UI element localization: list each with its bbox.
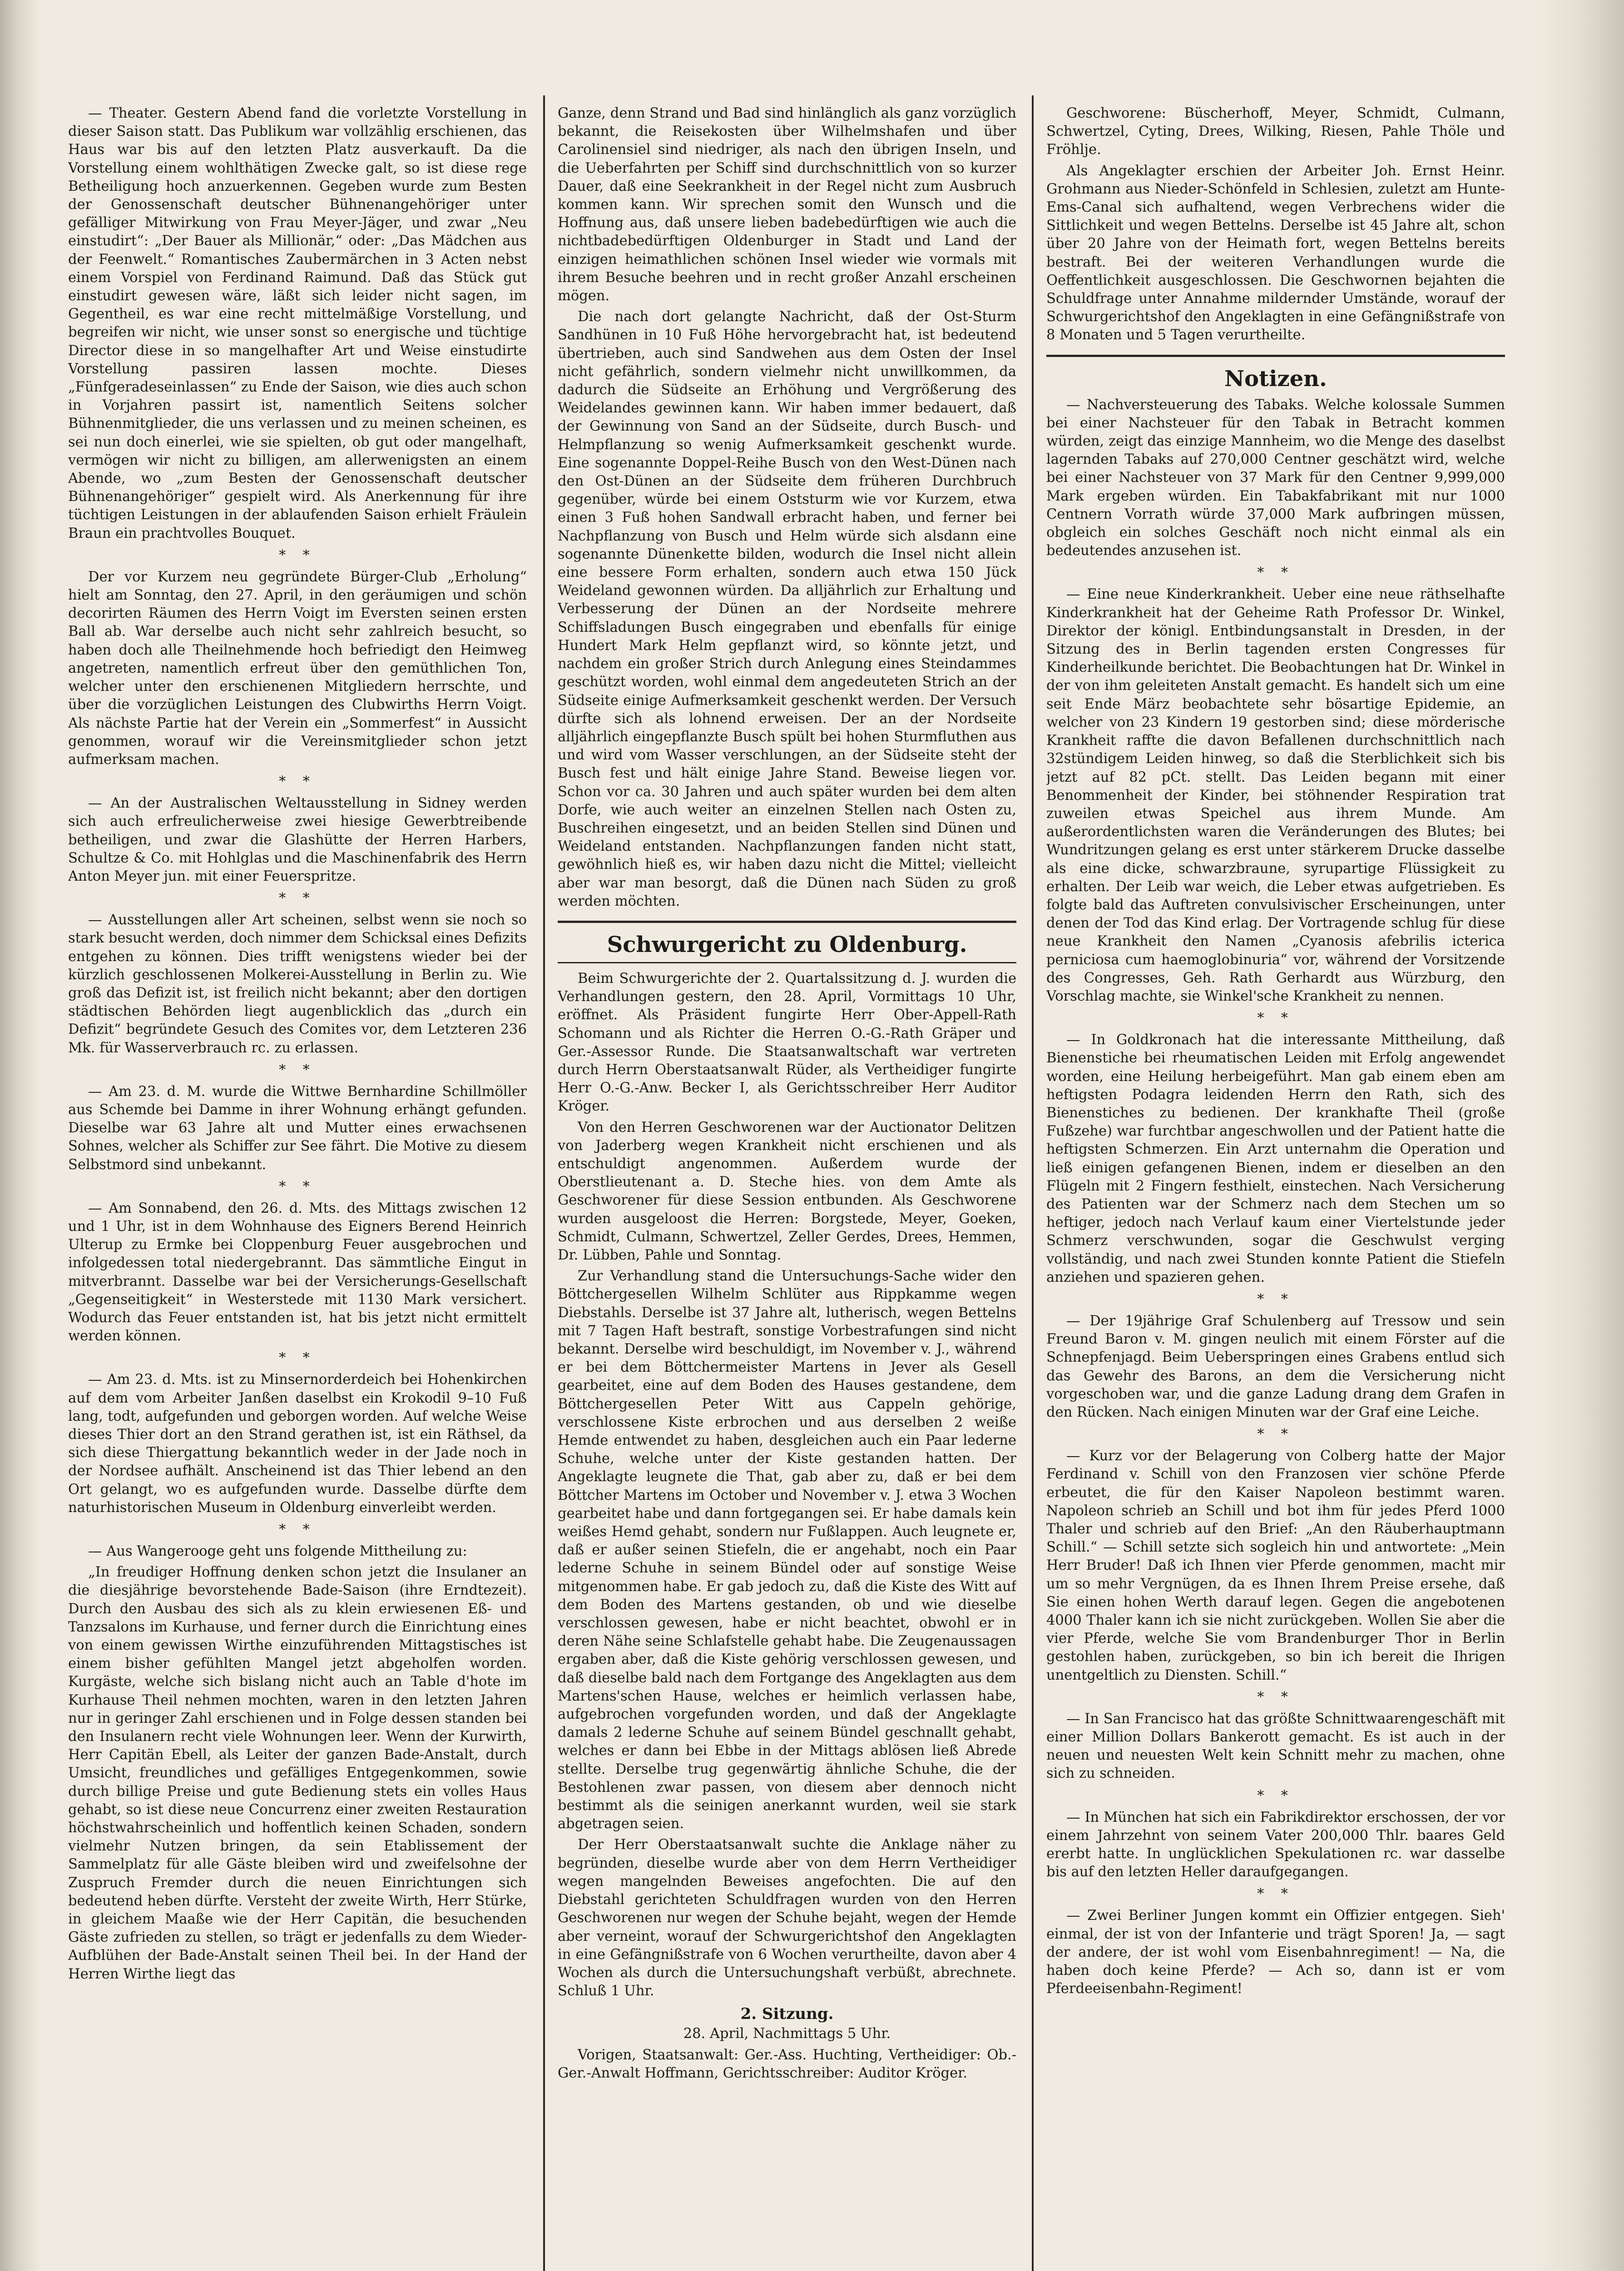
article-erholung: Der vor Kurzem neu gegründete Bürger-Club „Erholung“ hielt am Sonntag, den 27. April, in den geräumigen und schön decorirten Räumen des Herrn Voigt im Eversten seinen ersten Ball ab. War derselbe auch nicht sehr zahlreich besucht, so haben doch alle Theilnehmende hoch befriedigt den Heimweg angetreten, namentlich erfreut über den gemüthlichen Ton, welcher unter den erschienenen Mitgliedern herrschte, und über die vorzüglichen Leistungen des Clubwirths Herrn Voigt. Als nächste Partie hat der Verein ein „Sommerfest“ in Aussicht genommen, worauf wir die Vereinsmitglieder schon jetzt aufmerksam machen. xyxy=(68,569,527,768)
article-dunen: Die nach dort gelangte Nachricht, daß der Ost-Sturm Sandhünen in 10 Fuß Höhe hervorgebracht hat, ist bedeutend übertrieben, auch sind Sandwehen aus dem Osten der Insel nicht gefährlich, sondern vielmehr nicht unwillkommen, da dadurch die Südseite an Erhöhung und Vergrößerung des Weidelandes gewinnen kann. Wir haben immer bedauert, daß der Gewinnung von Sand an der Südseite, durch Busch- und Helmpflanzung so wenig Aufmerksamkeit geschenkt wurde. Eine sogenannte Doppel-Reihe Busch von den West-Dünen nach den Ost-Dünen an der Südseite dem früheren Durchbruch gegenüber, würde bei einem Oststurm wie vor Kurzem, etwa einen 3 Fuß hohen Sandwall erbracht haben, und ferner bei Nachpflanzung von Busch und Helm würde sich alsdann eine sogenannte Dünenkette bilden, wodurch die Insel nicht allein eine bessere Form erhalten, sondern auch etwa 150 Jück Weideland gewonnen würden. Da alljährlich zur Erhaltung und Verbesserung der Dünen an der Nordseite mehrere Schiffsladungen Busch eingegraben und ebenfalls für einige Hundert Mark Helm gepflanzt wird, so könnte jetzt, und nachdem ein großer Strich durch Anlegung eines Steindammes geschützt worden, wohl einmal dem angedeuteten Strich an der Südseite einige Aufmerksamkeit geschenkt werden. Der Versuch dürfte sich als lohnend erweisen. Der an der Nordseite alljährlich eingepflanzte Busch spült bei hohen Sturmfluthen aus und wird vom Wasser verschlungen, an der Südseite steht der Busch fest und hält einige Jahre Stand. Beweise liegen vor. Schon vor ca. 30 Jahren und auch später wurden bei dem alten Dorfe, wie auch weiter an einzelnen Stellen nach Osten zu, Buschreihen eingesetzt, und an beiden Stellen sind Dünen und Weideland entstanden. Nachpflanzungen fanden nicht statt, gewöhnlich hieß es, wir haben dazu nicht die Mittel; vielleicht aber war man besorgt, daß die Dünen nach Süden zu groß werden möchten. xyxy=(558,309,1016,909)
article-wangerooge-intro: — Aus Wangerooge geht uns folgende Mittheilung zu: xyxy=(88,1543,467,1560)
separator-stars: * * xyxy=(1257,1689,1294,1705)
article-feuer: — Am Sonnabend, den 26. d. Mts. des Mittags zwischen 12 und 1 Uhr, ist in dem Wohnhause des Eigners Berend Heinrich Ulterup zu Ermke bei Cloppenburg Feuer ausgebrochen und infolgedessen total niedergebrannt. Das sämmtliche Eingut in mitverbrannt. Dasselbe war bei der Versicherungs-Gesellschaft „Gegenseitigkeit“ in Westerstede mit 1130 Mark versichert. Wodurch das Feuer entstanden ist, hat bis jetzt nicht ermittelt werden können. xyxy=(68,1200,527,1344)
article-ausstellungen: — Ausstellungen aller Art scheinen, selbst wenn sie noch so stark besucht werden, doch nimmer dem Schicksal eines Defizits entgehen zu können. Dies trifft wenigstens wieder bei der kürzlich geschlossenen Molkerei-Ausstellung in Berlin zu. Wie groß das Defizit ist, ist freilich nicht bekannt; aber den dortigen städtischen Behörden liegt augenblicklich das „durch ein Defizit“ begründete Gesuch des Comites vor, dem Letzteren 236 Mk. für Wasserverbrauch rc. zu erlassen. xyxy=(68,912,527,1056)
notiz-schulenberg: — Der 19jährige Graf Schulenberg auf Tressow und sein Freund Baron v. M. gingen neulich mit einem Förster auf die Schnepfenjagd. Beim Ueberspringen eines Grabens entlud sich das Gewehr des Barons, an dem die Versicherung nicht vorgeschoben war, und die ganze Ladung drang dem Grafen in den Rücken. Nach einigen Minuten war der Graf eine Leiche. xyxy=(1046,1313,1505,1420)
column-rule-2 xyxy=(1032,95,1034,2271)
court-jurors: Von den Herren Geschworenen war der Auctionator Delitzen von Jaderberg wegen Krankheit nicht erschienen und als entschuldigt angenommen. Außerdem wurde der Oberstlieutenant a. D. Steche hies. von dem Amte als Geschworener für diese Session entbunden. Als Geschworene wurden ausgeloost die Herren: Borgstede, Meyer, Goeken, Schmidt, Culmann, Schwertzel, Zeller Gerdes, Drees, Hemmen, Dr. Lübben, Pahle und Sonntag. xyxy=(558,1119,1016,1263)
session-officials: Vorigen, Staatsanwalt: Ger.-Ass. Huchting, Vertheidiger: Ob.-Ger.-Anwalt Hoffmann, Gerichtsschreiber: Auditor Kröger. xyxy=(558,2047,1016,2081)
article-wangerooge-body: „In freudiger Hoffnung denken schon jetzt die Insulaner an die diesjährige bevorstehende Bade-Saison (ihre Erndtezeit). Durch den Ausbau des sich als zu klein erwiesenen Eß- und Tanzsalons im Kurhause, und ferner durch die Einrichtung eines von einem gewissen Wirthe einzuführenden Mittagstisches ist einem bisher gefühlten Mangel jetzt abgeholfen worden. Kurgäste, welche sich bislang nicht auch an Table d'hote im Kurhause Theil nehmen mochten, waren in den letzten Jahren nur in geringer Zahl erschienen und in Folge dessen standen bei den Insulanern recht viele Wohnungen leer. Wenn der Kurwirth, Herr Capitän Ebell, als Leiter der ganzen Bade-Anstalt, durch Umsicht, freundliches und gefälliges Entgegenkommen, sowie durch billige Preise und gute Bedienung stets ein volles Haus gehabt, so ist diese neue Concurrenz einer zweiten Restauration höchstwahrscheinlich und hoffentlich keinen Schaden, sondern vielmehr Nutzen bringen, da sein Etablissement der Sammelplatz für alle Gäste bleiben wird und zweifelsohne der Zuspruch Fremder durch die neuen Einrichtungen sich bedeutend heben dürfte. Versteht der zweite Wirth, Herr Stürke, in gleichem Maaße wie der Herr Capitän, die besuchenden Gäste zufrieden zu stellen, so trägt er jedenfalls zu dem Wieder-Aufblühen der Bade-Anstalt seinen Theil bei. In der Hand der Herren Wirthe liegt das xyxy=(68,1564,527,1982)
session-heading: 2. Sitzung. xyxy=(740,2005,834,2023)
separator-stars: * * xyxy=(1257,1010,1294,1026)
heading-underline xyxy=(558,962,1016,963)
column-rule-1 xyxy=(543,95,545,2271)
notiz-berliner-jungen: — Zwei Berliner Jungen kommt ein Offizier entgegen. Sieh' einmal, der ist von der Infanterie und trägt Sporen! Ja, — sagt der andere, der ist wohl vom Eisenbahnregiment! — Na, die haben doch keine Pferde? — Ach so, dann ist er vom Pferdeeisenbahn-Regiment! xyxy=(1046,1908,1505,1997)
section-heading-notizen: Notizen. xyxy=(1224,366,1327,392)
article-wittwe: — Am 23. d. M. wurde die Wittwe Bernhardine Schillmöller aus Schemde bei Damme in ihrer Wohnung erhängt gefunden. Dieselbe war 63 Jahre alt und Mutter eines erwachsenen Sohnes, welcher als Schiffer zur See fährt. Die Motive zu diesem Selbstmord sind unbekannt. xyxy=(68,1083,527,1173)
article-wangerooge-continued: Ganze, denn Strand und Bad sind hinlänglich als ganz vorzüglich bekannt, die Reisekosten über Wilhelmshafen und über Carolinensiel sind niedriger, als nach den übrigen Inseln, und die Ueberfahrten per Schiff sind durchschnittlich von so kurzer Dauer, daß eine Seekrankheit in der Regel nicht zum Ausbruch kommen kann. Wir sprechen somit den Wunsch und die Hoffnung aus, daß unsere lieben badebedürftigen wie auch die nichtbadebedürftigen Oldenburger in Stadt und Land der einzigen heimathlichen schönen Insel wieder wie vormals mit ihrem Besuche beehren und in recht großer Anzahl erscheinen mögen. xyxy=(558,105,1016,304)
column-1 xyxy=(68,104,527,2271)
separator-stars: * * xyxy=(1257,1787,1294,1804)
section-heading-schwurgericht: Schwurgericht zu Oldenburg. xyxy=(607,932,967,957)
court-case-schlueter: Zur Verhandlung stand die Untersuchungs-Sache wider den Böttchergesellen Wilhelm Schlüter aus Rippkamme wegen Diebstahls. Derselbe ist 37 Jahre alt, lutherisch, wegen Bettelns mit 7 Tagen Haft bestraft, sonstige Vorbestrafungen sind nicht bekannt. Derselbe wird beschuldigt, im November v. J., während er bei dem Böttchermeister Martens in Jever als Gesell gearbeitet, eine auf dem Boden des Hauses gestandene, dem Böttchergesellen Peter Witt aus Cappeln gehörige, verschlossene Kiste erbrochen und aus derselben 2 weiße Hemde entwendet zu haben, desgleichen auch ein Paar lederne Schuhe, welche unter der Kiste gestanden hatten. Der Angeklagte leugnete die That, gab aber zu, daß er bei dem Böttcher Martens im October und November v. J. etwa 3 Wochen gearbeitet habe und dann fortgegangen sei. Er habe damals kein weißes Hemd gehabt, sondern nur Fußlappen. Auch leugnete er, daß er außer seinen Stiefeln, die er angehabt, noch ein Paar lederne Schuhe in seinem Bündel oder auf sonstige Weise mitgenommen habe. Er gab jedoch zu, daß die Kiste des Witt auf dem Boden des Martens gestanden, ob und wie dieselbe verschlossen gewesen, habe er nicht beachtet, obwohl er in deren Nähe seine Schlafstelle gehabt habe. Die Zeugenaussagen ergaben aber, daß die Kiste gehörig verschlossen gewesen, und daß dieselbe bald nach dem Fortgange des Angeklagten aus dem Martens'schen Hause, welches er heimlich verlassen habe, aufgebrochen vorgefunden worden, und daß der Angeklagte damals 2 lederne Schuhe auf seinem Bündel geschnallt gehabt, welches er dann bei Ebbe in der Mittags ablösen ließ Abrede stellte. Derselbe trug gegenwärtig ähnliche Schuhe, die der Bestohlenen zwar passen, von diesem aber dennoch nicht bestimmt als die seinigen anerkannt wurden, weil sie stark abgetragen seien. xyxy=(558,1268,1016,1832)
section-divider xyxy=(558,921,1016,923)
separator-stars: * * xyxy=(279,1178,316,1195)
article-sidney: — An der Australischen Weltausstellung in Sidney werden sich auch erfreulicherweise zwei hiesige Gewerbtreibende betheiligen, und zwar die Glashütte der Herren Harbers, Schultze & Co. mit Hohlglas und die Maschinenfabrik des Herrn Anton Meyer jun. mit einer Feuerspritze. xyxy=(68,795,527,884)
separator-stars: * * xyxy=(279,1522,316,1538)
separator-stars: * * xyxy=(1257,1426,1294,1443)
separator-stars: * * xyxy=(279,1350,316,1366)
notiz-muenchen: — In München hat sich ein Fabrikdirektor erschossen, der vor einem Jahrzehnt von seinem Vater 200,000 Thlr. baares Geld ererbt hatte. In unglücklichen Spekulationen rc. war dasselbe bis auf den letzten Heller daraufgegangen. xyxy=(1046,1809,1505,1880)
separator-stars: * * xyxy=(279,1061,316,1078)
separator-stars: * * xyxy=(279,774,316,790)
section-divider xyxy=(1046,355,1505,357)
article-theater: — Theater. Gestern Abend fand die vorletzte Vorstellung in dieser Saison statt. Das Publikum war vollzählig erschienen, das Haus war bis auf den letzten Platz ausverkauft. Da die Vorstellung einem wohlthätigen Zwecke galt, so ist diese rege Betheiligung hoch anzuerkennen. Gegeben wurde zum Besten der Genossenschaft deutscher Bühnenangehöriger unter gefälliger Mitwirkung von Frau Meyer-Jäger, und zwar „Neu einstudirt“: „Der Bauer als Millionär,“ oder: „Das Mädchen aus der Feenwelt.“ Romantisches Zaubermärchen in 3 Acten nebst einem Vorspiel von Ferdinand Raimund. Daß das Stück gut einstudirt gewesen wäre, läßt sich leider nicht sagen, im Gegentheil, es war eine recht mittelmäßige Vorstellung, und begreifen wir nicht, wie unser sonst so energische und tüchtige Director diese in so mangelhafter Art und Weise einstudirte Vorstellung passiren lassen mochte. Dieses „Fünfgeradeseinlassen“ zu Ende der Saison, wie dies auch schon in Vorjahren passirt ist, namentlich Seitens solcher Bühnenmitglieder, die uns verlassen und zu meinen scheinen, es sei nun doch einerlei, wie sie spielten, ob gut oder mangelhaft, vermögen wir nicht zu billigen, am allerwenigsten an einem Abende, wo „zum Besten der Genossenschaft deutscher Bühnenangehöriger“ gespielt wird. Als Anerkennung für ihre tüchtigen Leistungen in der ablaufenden Saison erhielt Fräulein Braun ein prachtvolles Bouquet. xyxy=(68,105,527,541)
separator-stars: * * xyxy=(1257,565,1294,581)
notiz-schill: — Kurz vor der Belagerung von Colberg hatte der Major Ferdinand v. Schill von den Franzosen vier schöne Pferde erbeutet, die für den Kaiser Napoleon bestimmt waren. Napoleon schrieb an Schill und bot ihm für jedes Pferd 1000 Thaler und schrieb auf den Brief: „An den Räuberhauptmann Schill.“ — Schill setzte sich sogleich hin und antwortete: „Mein Herr Bruder! Daß ich Ihnen vier Pferde genommen, macht mir um so mehr Vergnügen, da es Ihnen Ihrem Preise ersehe, daß Sie einen hohen Werth darauf legen. Gegen die angebotenen 4000 Thaler kann ich sie nicht zurückgeben. Wollen Sie aber die vier Pferde, welche Sie vom Brandenburger Thor in Berlin gestohlen haben, zurückgeben, so bin ich bereit die Ihrigen unentgeltlich zu Diensten. Schill.“ xyxy=(1046,1448,1505,1683)
court-second-jurors: Geschworene: Büscherhoff, Meyer, Schmidt, Culmann, Schwertzel, Cyting, Drees, Wilking, Riesen, Pahle Thöle und Fröhlje. xyxy=(1046,105,1505,158)
separator-stars: * * xyxy=(279,547,316,563)
notiz-san-francisco: — In San Francisco hat das größte Schnittwaarengeschäft mit einer Million Dollars Bankerott gemacht. Es ist auch in der neuen und neuesten Welt kein Schnitt mehr zu machen, ohne sich zu schneiden. xyxy=(1046,1711,1505,1782)
session-date: 28. April, Nachmittags 5 Uhr. xyxy=(683,2026,891,2042)
article-krokodil: — Am 23. d. Mts. ist zu Minsernorderdeich bei Hohenkirchen auf dem vom Arbeiter Janßen daselbst ein Krokodil 9–10 Fuß lang, todt, aufgefunden und geborgen worden. Auf welche Weise dieses Thier dort an den Strand gerathen ist, ist ein Räthsel, da sich diese Thiergattung bekanntlich weder in der Jade noch in der Nordsee aufhält. Anscheinend ist das Thier lebend an den Ort gelangt, wo es aufgefunden wurde. Dasselbe dürfte dem naturhistorischen Museum in Oldenburg einverleibt werden. xyxy=(68,1372,527,1516)
separator-stars: * * xyxy=(1257,1886,1294,1902)
notiz-bienenstiche: — In Goldkronach hat die interessante Mittheilung, daß Bienenstiche bei rheumatischen Leiden mit Erfolg angewendet worden, eine Heilung herbeigeführt. Man gab einem eben am heftigsten Podagra leidenden Herrn den Rath, sich des Bienenstiches zu bedienen. Der krankhafte Theil (große Fußzehe) war furchtbar angeschwollen und der Patient hatte die heftigsten Schmerzen. Ein Arzt unternahm die Operation und ließ einigen gefangenen Bienen, indem er dieselben an den Flügeln mit 2 Fingern festhielt, einstechen. Nach Versicherung des Patienten war der Schmerz nach dem Stechen um so heftiger, jedoch nach Verlauf kaum einer Viertelstunde jeder Schmerz verschwunden, sogar die Geschwulst verging vollständig, und nach zwei Stunden konnte Patient die Stiefeln anziehen und spazieren gehen. xyxy=(1046,1032,1505,1285)
notiz-tabak: — Nachversteuerung des Tabaks. Welche kolossale Summen bei einer Nachsteuer für den Tabak in Betracht kommen würden, zeigt das einzige Mannheim, wo die Menge des daselbst lagernden Tabaks auf 270,000 Centner geschätzt wird, welche bei einer Nachsteuer von 37 Mark für den Centner 9,999,000 Mark ergeben würden. Ein Tabakfabrikant mit nur 1000 Centnern Vorrath würde 37,000 Mark aufbringen müssen, obgleich ein solches Geschäft noch nicht einmal als ein bedeutendes anzusehen ist. xyxy=(1046,397,1505,559)
separator-stars: * * xyxy=(1257,1291,1294,1307)
court-verdict: Der Herr Oberstaatsanwalt suchte die Anklage näher zu begründen, dieselbe wurde aber von dem Herrn Vertheidiger wegen mangelnden Beweises angefochten. Die auf den Diebstahl gerichteten Schuldfragen wurden von den Herren Geschworenen nur wegen der Schuhe bejaht, wegen der Hemde aber verneint, worauf der Schwurgerichtshof den Angeklagten in eine Gefängnißstrafe von 6 Wochen verurtheilte, davon aber 4 Wochen als durch die Untersuchungshaft verbüßt, abrechnete. Schluß 1 Uhr. xyxy=(558,1837,1016,1999)
court-case-grohmann: Als Angeklagter erschien der Arbeiter Joh. Ernst Heinr. Grohmann aus Nieder-Schönfeld in Schlesien, zuletzt am Hunte-Ems-Canal sich aufhaltend, wegen Verbrechens wider die Sittlichkeit und wegen Bettelns. Derselbe ist 45 Jahre alt, schon über 20 Jahre von der Heimath fort, wegen Bettelns bereits bestraft. Bei der weiteren Verhandlungen wurde die Oeffentlichkeit ausgeschlossen. Die Geschwornen bejahten die Schuldfrage unter Annahme mildernder Umstände, worauf der Schwurgerichtshof den Angeklagten in eine Gefängnißstrafe von 8 Monaten und 5 Tagen verurtheilte. xyxy=(1046,163,1505,343)
court-opening: Beim Schwurgerichte der 2. Quartalssitzung d. J. wurden die Verhandlungen gestern, den 28. April, Vormittags 10 Uhr, eröffnet. Als Präsident fungirte Herr Ober-Appell-Rath Schomann und als Richter die Herren O.-G.-Rath Gräper und Ger.-Assessor Runde. Die Staatsanwaltschaft war vertreten durch Herrn Oberstaatsanwalt Rüder, als Vertheidiger fungirte Herr O.-G.-Anw. Becker I, als Gerichtsschreiber Herr Auditor Kröger. xyxy=(558,970,1016,1115)
separator-stars: * * xyxy=(279,890,316,907)
column-2 xyxy=(558,104,1016,2271)
column-3 xyxy=(1046,104,1505,2271)
notiz-kinderkrankheit: — Eine neue Kinderkrankheit. Ueber eine neue räthselhafte Kinderkrankheit hat der Geheime Rath Professor Dr. Winkel, Direktor der königl. Entbindungsanstalt in Dresden, in der Sitzung des in Berlin tagenden ersten Congresses für Kinderheilkunde berichtet. Die Beobachtungen hat Dr. Winkel in der von ihm geleiteten Anstalt gemacht. Es handelt sich um eine seit Ende März beobachtete sehr bösartige Epidemie, an welcher von 23 Kindern 19 gestorben sind; diese mörderische Krankheit raffte die davon Befallenen durchschnittlich nach 32stündigem Leiden hinweg, so daß die Sterblichkeit sich bis jetzt auf 82 pCt. stellt. Das Leiden begann mit einer Benommenheit der Kinder, bei stöhnender Respiration trat zuweilen etwas Speichel aus ihrem Munde. Am außerordentlichsten waren die Veränderungen des Blutes; bei Wundritzungen gelang es erst unter stärkerem Drucke dasselbe als eine dicke, schwarzbraune, syrupartige Flüssigkeit zu erhalten. Der Leib war weich, die Leber etwas aufgetrieben. Es folgte bald das Auftreten convulsivischer Erscheinungen, unter denen der Tod das Kind erlag. Der Vortragende schlug für diese neue Krankheit den Namen „Cyanosis afebrilis icterica perniciosa cum haemoglobinuria“ vor, während der Vorsitzende des Congresses, Geh. Rath Gerhardt aus Würzburg, den Vorschlag machte, sie Winkel'sche Krankheit zu nennen. xyxy=(1046,586,1505,1004)
